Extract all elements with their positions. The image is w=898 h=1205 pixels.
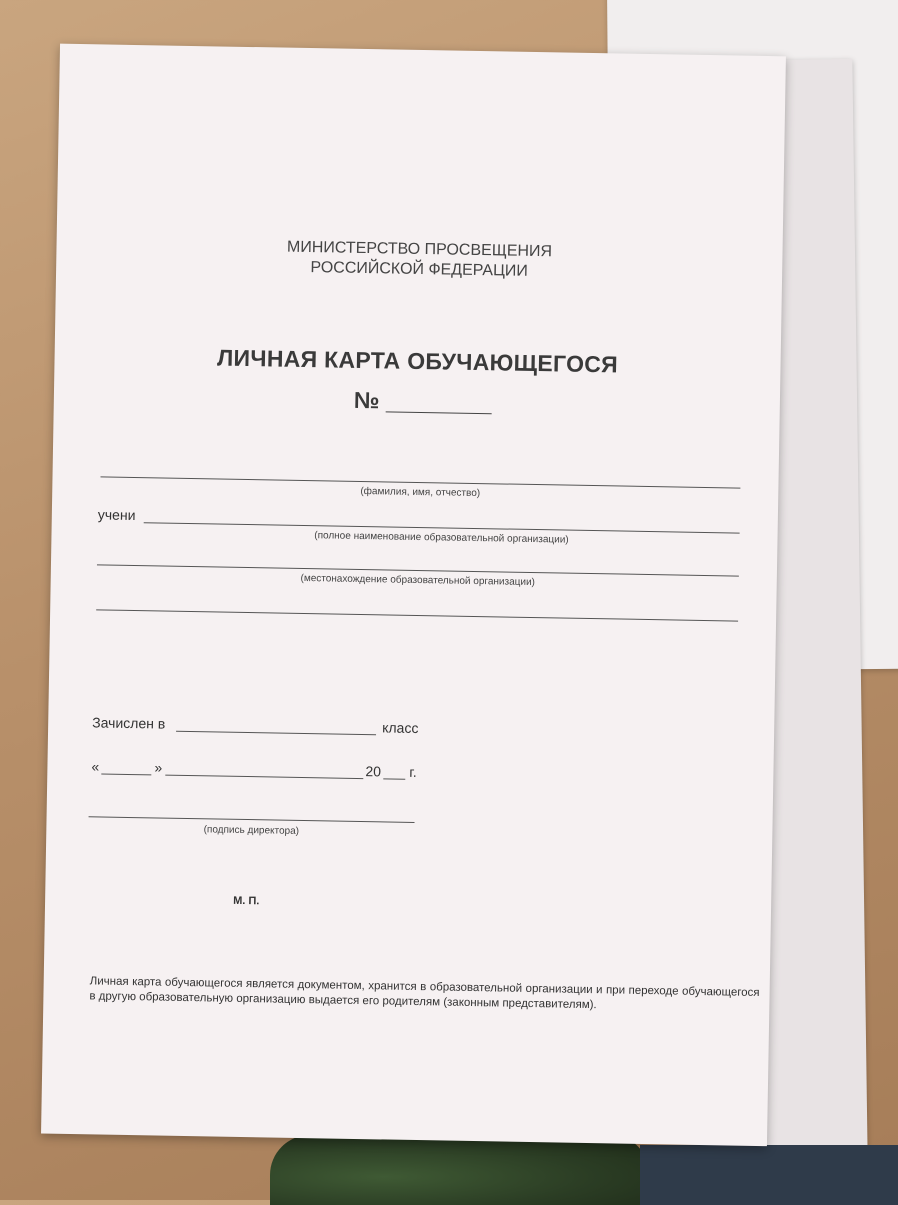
card-number-label: № [353, 386, 380, 414]
class-field[interactable] [176, 731, 376, 735]
month-field[interactable] [165, 775, 363, 779]
ministry-line-1: МИНИСТЕРСТВО ПРОСВЕЩЕНИЯ [286, 238, 553, 261]
student-label: учени [97, 506, 136, 524]
stamp-place-label: М. П. [233, 894, 260, 908]
card-number-field[interactable] [386, 411, 492, 414]
year-prefix: 20 [365, 763, 382, 780]
director-signature-caption: (подпись директора) [203, 824, 300, 837]
personal-card-form [41, 44, 786, 1147]
plant-leaves [270, 1135, 650, 1205]
enrolled-label: Зачислен в [92, 714, 166, 732]
org-location-field-2[interactable] [96, 609, 738, 621]
dark-object [640, 1145, 898, 1205]
ministry-header [56, 234, 783, 287]
date-close-quote: » [154, 759, 163, 776]
director-signature-field[interactable] [89, 816, 415, 823]
fio-caption: (фамилия, имя, отчество) [360, 485, 481, 500]
org-location-caption: (местонахождение образовательной организации) [300, 572, 536, 589]
date-open-quote: « [91, 758, 100, 775]
ministry-line-2: РОССИЙСКОЙ ФЕДЕРАЦИИ [310, 259, 529, 280]
year-field[interactable] [383, 778, 405, 779]
year-suffix: г. [409, 763, 417, 780]
org-name-caption: (полное наименование образовательной организации) [314, 530, 569, 546]
footer-note: Личная карта обучающегося является документом, хранится в образовательной организации и при переходе обучающегося в другую образовательную организацию выдается его родителям (законным представителям). [89, 975, 760, 1012]
day-field[interactable] [101, 773, 151, 775]
class-label: класс [382, 719, 419, 737]
form-title: ЛИЧНАЯ КАРТА ОБУЧАЮЩЕГОСЯ [216, 344, 619, 378]
